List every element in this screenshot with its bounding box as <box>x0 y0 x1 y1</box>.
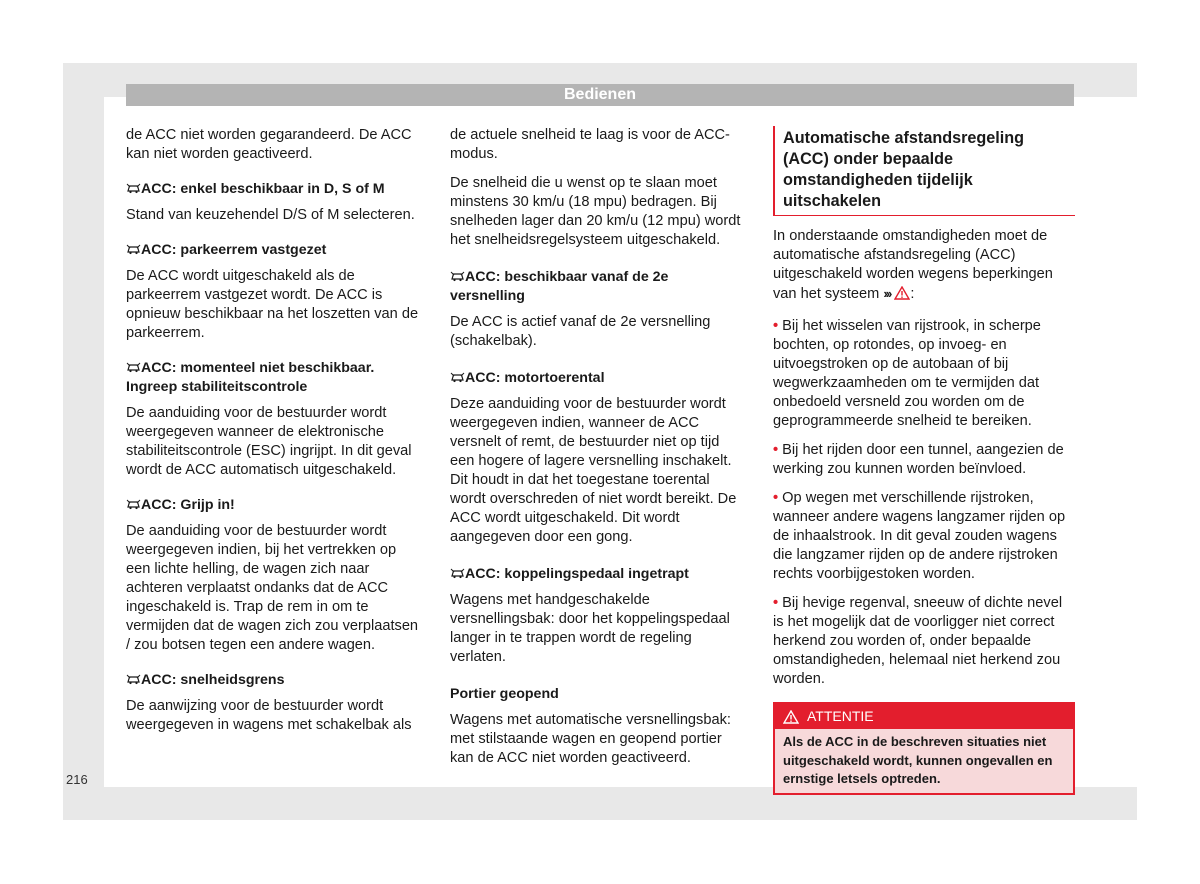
section-heading: ACC: motortoerental <box>450 369 746 388</box>
col1-section-4 <box>126 496 422 655</box>
section-heading: ACC: beschikbaar vanaf de 2e versnelling <box>450 269 669 304</box>
section-heading: ACC: enkel beschikbaar in D, S of M <box>126 180 422 199</box>
section-text: Wagens met handgeschakelde versnellingsbak: door het koppelingspedaal langer in te trappen wordt de regeling verlaten. <box>450 592 730 665</box>
car-warning-icon <box>450 270 465 282</box>
section-text: Stand van keuzehendel D/S of M selecteren. <box>126 207 415 223</box>
column-1 <box>126 126 422 751</box>
section-heading: ACC: Grijp in! <box>126 496 422 515</box>
bullet-item: • Bij het wisselen van rijstrook, in scherpe bochten, op rotondes, op invoeg- en uitvoegstroken op de autobaan of bij wegwerkzaamheden om te vermijden dat onbedoeld versneld zou worden om de geprogrammeerde snelheid te bereiken. <box>773 318 1041 429</box>
col2-section-2 <box>450 369 746 547</box>
col1-intro: de ACC niet worden gegarandeerd. De ACC kan niet worden geactiveerd. <box>126 127 412 162</box>
car-warning-icon <box>126 673 141 685</box>
col2-intro2: De snelheid die u wenst op te slaan moet minstens 30 km/u (18 mpu) bedragen. Bij snelheden lager dan 20 km/u (12 mpu) wordt het snelheidsregelsysteem uitgeschakeld. <box>450 175 741 248</box>
car-warning-icon <box>126 498 141 510</box>
col2-intro: de actuele snelheid te laag is voor de ACC-modus. <box>450 127 730 162</box>
col1-section-5 <box>126 671 422 735</box>
col1-section-3 <box>126 359 422 480</box>
warning-triangle-icon <box>894 286 910 300</box>
col2-door-section <box>450 685 746 768</box>
section-text: De ACC is actief vanaf de 2e versnelling (schakelbak). <box>450 314 711 349</box>
attention-text: Als de ACC in de beschreven situaties niet uitgeschakeld wordt, kunnen ongevallen en ernstige letsels optreden. <box>775 729 1073 793</box>
page-number: 216 <box>66 772 88 787</box>
attention-header <box>775 704 1073 729</box>
attention-label: ATTENTIE <box>807 708 874 724</box>
attention-box <box>773 702 1075 795</box>
page-header: Bedienen <box>126 84 1074 106</box>
col2-section-1 <box>450 268 746 351</box>
column-2 <box>450 126 746 784</box>
section-text: Deze aanduiding voor de bestuurder wordt weergegeven indien, wanneer de ACC versnelt of remt, de bestuurder niet op tijd een hogere of lagere versnelling inschakelt. Dit houdt in dat het toegestane toerental wordt overschreden of niet wordt bereikt. De ACC wordt uitgeschakeld. Dit wordt aangegeven door een gong. <box>450 396 737 545</box>
column-3 <box>773 126 1075 795</box>
car-warning-icon <box>450 567 465 579</box>
section-text: De aanduiding voor de bestuurder wordt weergegeven indien, bij het vertrekken op een lichte helling, de wagen zich naar achteren verplaatst ondanks dat de ACC ingeschakeld is. Trap de rem in om te vermijden dat de wagen zich zou verplaatsen / zou botsen tegen een andere wagen. <box>126 523 419 653</box>
section-text: De ACC wordt uitgeschakeld als de parkeerrem vastgezet wordt. De ACC is opnieuw beschikbaar na het loszetten van de parkeerrem. <box>126 268 419 341</box>
section-heading: ACC: parkeerrem vastgezet <box>126 241 422 260</box>
bullet-item: • Op wegen met verschillende rijstroken, wanneer andere wagens langzamer rijden op de inhaalstrook. In dit geval zouden wagens die langzamer rijden op de andere rijstroken rechts voorbijgestoken worden. <box>773 490 1066 582</box>
col2-section-3 <box>450 565 746 667</box>
section-text: De aanduiding voor de bestuurder wordt weergegeven wanneer de elektronische stabiliteitscontrole (ESC) ingrijpt. In dit geval wordt de ACC automatisch uitgeschakeld. <box>126 405 412 478</box>
bullet-item: • Bij het rijden door een tunnel, aangezien de werking zou kunnen worden beïnvloed. <box>773 442 1064 477</box>
car-warning-icon <box>450 371 465 383</box>
col1-section-1 <box>126 180 422 225</box>
car-warning-icon <box>126 182 141 194</box>
section-heading: Portier geopend <box>450 686 559 702</box>
col1-section-2 <box>126 241 422 343</box>
bullet-item: • Bij hevige regenval, sneeuw of dichte nevel is het mogelijk dat de voorligger niet correct herkend zou worden of, onder bepaalde omstandigheden, helemaal niet herkend zou worden. <box>773 595 1063 687</box>
warning-triangle-icon <box>783 710 799 724</box>
car-warning-icon <box>126 361 141 373</box>
section-text: Wagens met automatische versnellingsbak: met stilstaande wagen en geopend portier kan de ACC niet worden geactiveerd. <box>450 712 731 766</box>
section-text: De aanwijzing voor de bestuurder wordt weergegeven in wagens met schakelbak als <box>126 698 412 733</box>
section-title: Automatische afstandsregeling (ACC) onder bepaalde omstandigheden tijdelijk uitschakelen <box>773 126 1075 216</box>
section-heading: ACC: momenteel niet beschikbaar. Ingreep stabiliteitscontrole <box>126 360 375 395</box>
section-heading: ACC: snelheidsgrens <box>126 671 422 690</box>
car-warning-icon <box>126 243 141 255</box>
section-heading: ACC: koppelingspedaal ingetrapt <box>450 565 746 584</box>
reference-arrow: ››› <box>883 286 891 301</box>
col3-intro: In onderstaande omstandigheden moet de automatische afstandsregeling (ACC) uitgeschakeld worden wegens beperkingen van het systeem ››› : <box>773 228 1053 302</box>
